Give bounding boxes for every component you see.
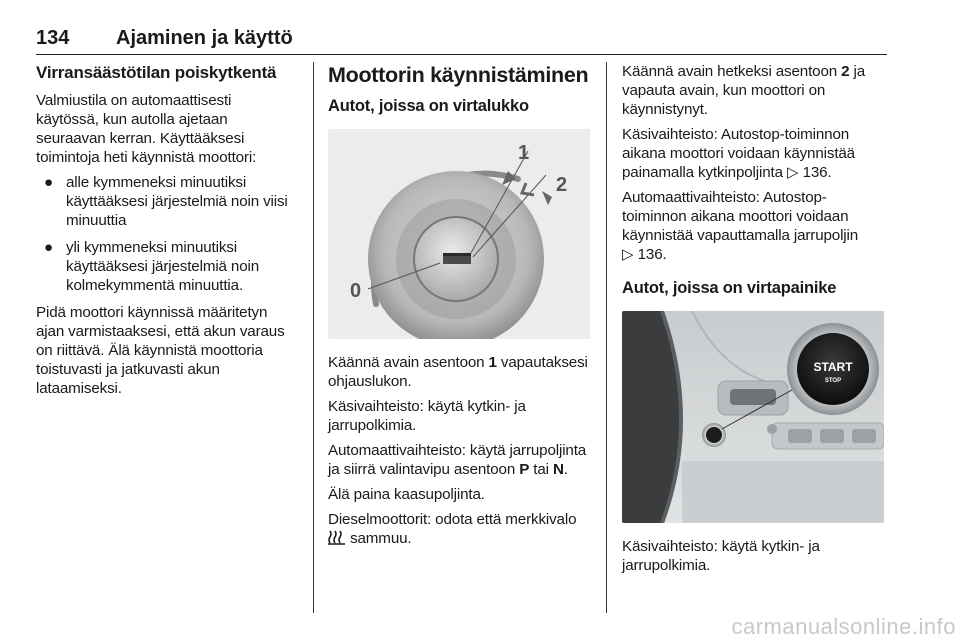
start-button-figure (622, 311, 884, 523)
ignition-lock-illustration (328, 129, 590, 339)
bullet-list (36, 173, 298, 295)
page-reference[interactable]: 136. (637, 246, 667, 263)
page-number: 134 (36, 27, 70, 49)
start-label: START (813, 360, 853, 374)
paragraph-manual-pedals-button: Käsivaihteisto: käytä kytkin- ja jarrupolkimia. (622, 538, 820, 574)
stop-label: STOP (824, 378, 842, 384)
column-2 (328, 62, 590, 556)
list-item: ● yli kymmeneksi minuutiksi käyttääksesi järjestelmiä noin kolmekymmentä minuuttia. (44, 239, 260, 294)
page-reference-icon: ▷ (786, 164, 799, 181)
page-reference[interactable]: 136. (802, 164, 832, 181)
section-title-engine-start: Moottorin käynnistäminen (328, 63, 589, 87)
bullet-icon: ● (44, 174, 54, 191)
outro-paragraph: Pidä moottori käynnissä määritetyn ajan varmistaaksesi, että akun varaus on riittävä. Älä käynnistä moottoria toistuvasti ja jatkuvasti akun lataamiseksi. (36, 304, 285, 397)
paragraph-automatic-autostop: Automaattivaihteisto: Autostop-toiminnon aikana moottori voidaan käynnistää vapauttamalla jarrupoljin ▷ 136. (622, 189, 859, 263)
paragraph-automatic-selector: Automaattivaihteisto: käytä jarrupoljinta ja siirrä valintavipu asentoon P tai N. (328, 442, 587, 478)
paragraph-no-accelerator: Älä paina kaasupoljinta. (328, 486, 485, 503)
column-divider-2 (606, 62, 607, 613)
glow-plug-icon (328, 529, 346, 550)
page-reference-icon: ▷ (622, 246, 634, 263)
bullet-icon: ● (44, 239, 54, 256)
ignition-lock-figure (328, 129, 590, 339)
section-heading-power-saving: Virransäästötilan poiskytkentä (36, 63, 277, 82)
watermark: carmanualsonline.info (731, 614, 956, 639)
page-header (36, 24, 887, 55)
column-3 (622, 62, 888, 581)
position-2-label: 2 (556, 174, 568, 196)
position-0-label: 0 (350, 280, 362, 302)
paragraph-manual-autostop: Käsivaihteisto: Autostop-toiminnon aikana moottori voidaan käynnistää painamalla kytkinpoljinta ▷ 136. (622, 126, 855, 181)
position-1-label: 1 (518, 142, 530, 164)
paragraph-manual-pedals: Käsivaihteisto: käytä kytkin- ja jarrupolkimia. (328, 398, 526, 434)
list-item: ● alle kymmeneksi minuutiksi käyttääksesi järjestelmiä noin viisi minuuttia (44, 174, 288, 229)
subheading-power-button: Autot, joissa on virtapainike (622, 279, 837, 297)
paragraph-turn-key-2: Käännä avain hetkeksi asentoon 2 ja vapauta avain, kun moottori on käynnistynyt. (622, 63, 865, 118)
column-1 (36, 62, 298, 404)
paragraph-diesel-glow: Dieselmoottorit: odota että merkkivalo sammuu. (328, 510, 590, 550)
start-stop-illustration (622, 311, 884, 523)
paragraph-turn-key-1: Käännä avain asentoon 1 vapautaksesi ohjauslukon. (328, 354, 588, 390)
chapter-title: Ajaminen ja käyttö (116, 27, 293, 49)
subheading-ignition-lock: Autot, joissa on virtalukko (328, 97, 529, 115)
intro-paragraph: Valmiustila on automaattisesti käytössä, kun autolla ajetaan seuraavan kerran. Käyttääksesi toimintoja heti käynnistä moottori: (36, 92, 257, 166)
column-divider-1 (313, 62, 314, 613)
